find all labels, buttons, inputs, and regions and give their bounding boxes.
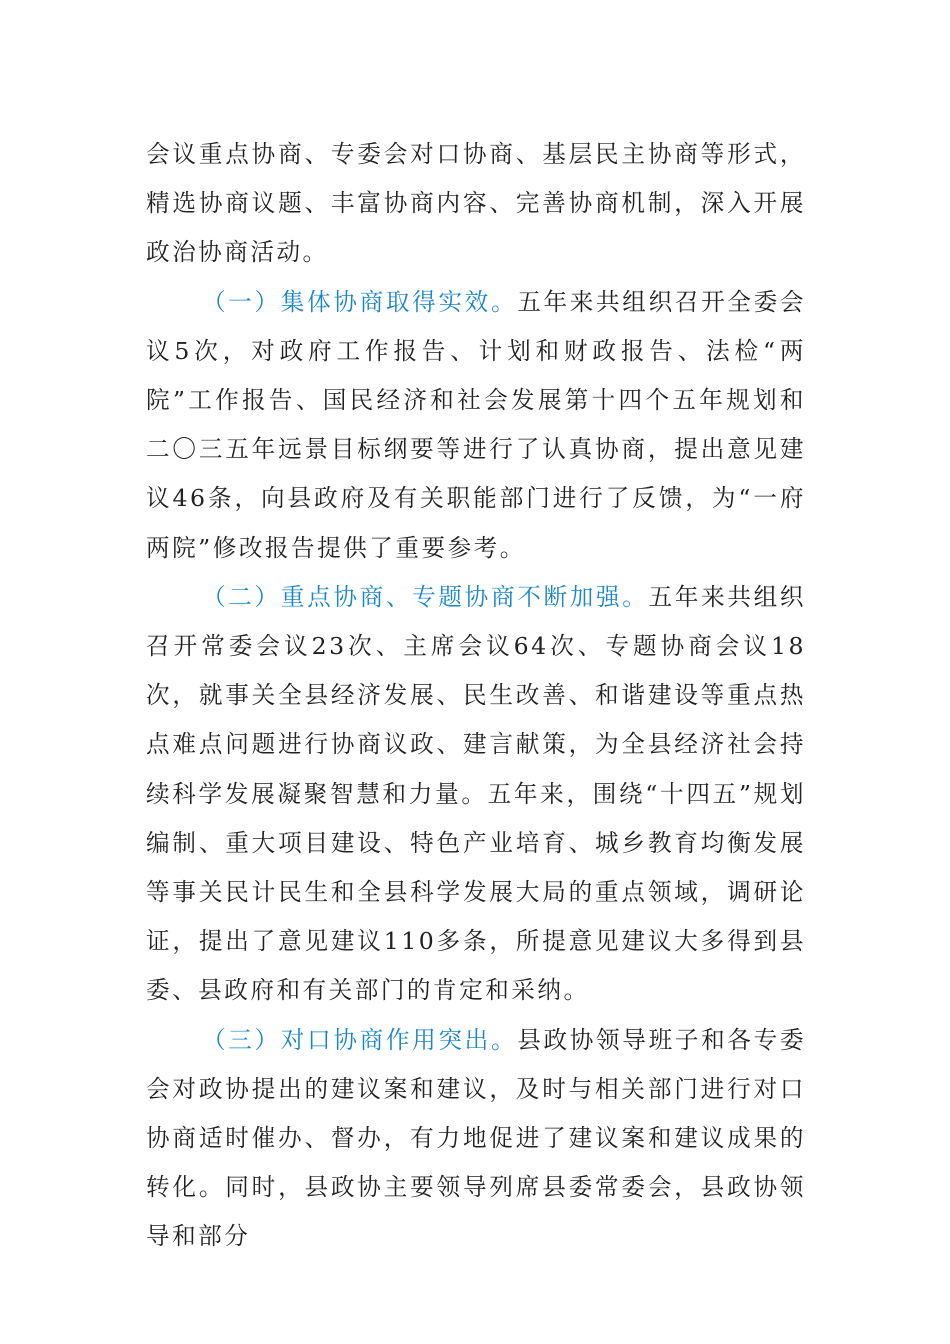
document-page [146, 130, 806, 1262]
paragraph-section-2 [146, 573, 806, 1016]
paragraph-section-3 [146, 1016, 806, 1262]
section-2-heading: （二）重点协商、专题协商不断加强。 [202, 582, 649, 611]
paragraph-intro-body: 会议重点协商、专委会对口协商、基层民主协商等形式，精选协商议题、丰富协商内容、完善协商机制，深入开展政治协商活动。 [146, 140, 806, 267]
section-1-heading: （一）集体协商取得实效。 [202, 287, 518, 316]
section-1-body: 五年来共组织召开全委会议5次，对政府工作报告、计划和财政报告、法检“两院”工作报告、国民经济和社会发展第十四个五年规划和二〇三五年远景目标纲要等进行了认真协商，提出意见建议46条，向县政府及有关职能部门进行了反馈，为“一府两院”修改报告提供了重要参考。 [146, 287, 807, 562]
section-3-body: 县政协领导班子和各专委会对政协提出的建议案和建议，及时与相关部门进行对口协商适时催办、督办，有力地促进了建议案和建议成果的转化。同时，县政协主要领导列席县委常委会，县政协领导和部分 [146, 1025, 807, 1251]
section-2-body: 五年来共组织召开常委会议23次、主席会议64次、专题协商会议18次，就事关全县经济发展、民生改善、和谐建设等重点热点难点问题进行协商议政、建言献策，为全县经济社会持续科学发展凝聚智慧和力量。五年来，围绕“十四五”规划编制、重大项目建设、特色产业培育、城乡教育均衡发展等事关民计民生和全县科学发展大局的重点领域，调研论证，提出了意见建议110多条，所提意见建议大多得到县委、县政府和有关部门的肯定和采纳。 [146, 582, 806, 1005]
section-3-heading: （三）对口协商作用突出。 [202, 1025, 518, 1054]
paragraph-section-1 [146, 278, 806, 573]
paragraph-intro [146, 130, 806, 278]
